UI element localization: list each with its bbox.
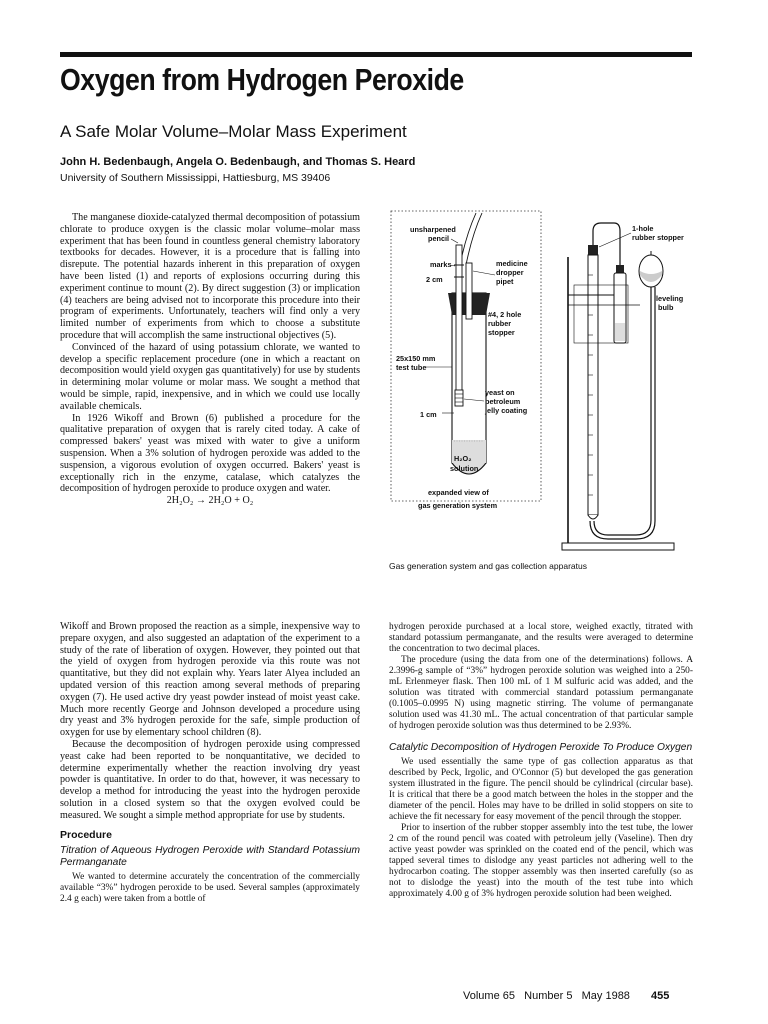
label-solution: solution	[450, 464, 479, 473]
label-2cm: 2 cm	[426, 275, 443, 284]
paragraph-titration-start: We wanted to determine accurately the concentration of the commercially available “3%” hydrogen peroxide to be used. Several samples (approximately 2.4 g each) were taken from a bottle of	[60, 872, 360, 905]
label-pencil-1: unsharpened	[410, 225, 456, 234]
paragraph-alyea: Wikoff and Brown proposed the reaction as a simple, inexpensive way to prepare oxygen, and also suggested an adaptation of the experiment to a study of the rate of liberation of oxygen. However, they pointed out that the yield of oxygen from hydrogen peroxide via this route was not quantitative, but they did not explain why. Years later Alyea included an updated version of this reaction among several methods of preparing oxygen (7). He used active dry yeast powder instead of moist yeast cake. Much more recently George and Johnson developed a procedure using dry yeast and 3% hydrogen peroxide for the safe, simple production of oxygen for use by elementary school children (8).	[60, 621, 360, 739]
label-dropper-3: pipet	[496, 277, 514, 286]
paragraph-apparatus: We used essentially the same type of gas collection apparatus as that described by Peck, Irgolic, and O'Connor (5) but developed the gas generation system illustrated in the figure. The pencil should be cylindrical (circular base). It is critical that there be a good match between the holes in the stopper and the diameter of the pencil. Holes may have to be drilled in solid stoppers on site to achieve the fit necessary for easy movement of the pencil through the stopper.	[389, 757, 693, 822]
label-stopper-2: rubber	[488, 319, 512, 328]
paragraph-wikoff: In 1926 Wikoff and Brown (6) published a procedure for the qualitative preparation of oxygen that is rarely cited today. A cake of compressed bakers' yeast was mixed with water to give a uniform suspension. When a 3% solution of hydrogen peroxide was added to the suspension, a vigorous evolution of oxygen occurred. Bakers' yeast is exceptionally rich in the enzyme, catalase, which catalyzes the decomposition of hydrogen peroxide to produce oxygen and water.	[60, 412, 360, 495]
article-authors: John H. Bedenbaugh, Angela O. Bedenbaugh, and Thomas S. Heard	[60, 156, 416, 168]
subheading-titration: Titration of Aqueous Hydrogen Peroxide with Standard Potassium Permanganate	[60, 845, 360, 869]
label-1cm: 1 cm	[420, 410, 437, 419]
label-dropper-2: dropper	[496, 268, 524, 277]
article-affiliation: University of Southern Mississippi, Hattiesburg, MS 39406	[60, 172, 331, 184]
ring-stand-base	[562, 543, 674, 550]
paragraph-stopper-insertion: Prior to insertion of the rubber stopper assembly into the test tube, the lower 2 cm of the round pencil was coated with petroleum jelly (Vaseline). Then dry active yeast powder was sprinkled on the coated end of the pencil, which was tapped several times to dislodge any yeast particles not adhering well to the hydrocarbon coating. The stopper assembly was then inserted carefully (so as not to dislodge the yeast) into the mouth of the test tube into which approximately 4.00 g of 3% hydrogen peroxide solution had been weighed.	[389, 823, 693, 899]
page-number: 455	[651, 990, 670, 1002]
label-onehole-2: rubber stopper	[632, 233, 684, 242]
label-tube-2: test tube	[396, 363, 427, 372]
label-stopper-3: stopper	[488, 328, 515, 337]
leveling-bulb	[639, 255, 663, 287]
header-rule	[60, 52, 692, 57]
paragraph-titration-procedure: The procedure (using the data from one of the determinations) follows. A 2.3996-g sample of “3%” hydrogen peroxide solution was weighed into a 250-mL Erlenmeyer flask. Then 100 mL of 1 M sulfuric acid was added, and the solution was titrated with commercial standard potassium permanganate (0.1005–0.0995 N) using magnetic stirring. The volume of permanganate solution used was 41.30 mL. The actual concentration of that particular sample of hydrogen peroxide solution was thus determined to be 2.93%.	[389, 655, 693, 731]
label-expanded-1: expanded view of	[428, 488, 489, 497]
label-yeast-3: jelly coating	[485, 406, 528, 415]
gas-buret	[588, 255, 598, 515]
label-onehole-1: 1-hole	[632, 224, 654, 233]
column-right	[389, 622, 693, 900]
label-stopper-1: #4, 2 hole	[488, 310, 522, 319]
label-tube-1: 25x150 mm	[396, 354, 436, 363]
page-footer	[463, 990, 669, 1002]
article-title: Oxygen from Hydrogen Peroxide	[60, 62, 464, 97]
label-leveling-1: leveling	[656, 294, 684, 303]
pencil	[456, 245, 462, 405]
paragraph-replacement: Convinced of the hazard of using potassium chlorate, we wanted to develop a specific replacement procedure (one in which a reactant on decomposition would yield oxygen gas quantitatively) for use by students in determining molar volume or molar mass. We sought a method that would be simple, rapid, inexpensive, and in which we could use locally available chemicals.	[60, 341, 360, 412]
column-left-top	[60, 212, 360, 507]
label-leveling-2: bulb	[658, 303, 674, 312]
reaction-equation: 2H₂O₂ → 2H₂O + O₂	[166, 495, 254, 507]
label-pencil-2: pencil	[428, 234, 450, 243]
label-h2o2: H₂O₂	[454, 454, 472, 463]
apparatus-figure	[388, 205, 698, 557]
label-dropper-1: medicine	[496, 259, 528, 268]
journal-issue: Volume 65 Number 5 May 1988	[463, 990, 630, 1002]
one-hole-stopper	[588, 245, 598, 255]
article-subtitle: A Safe Molar Volume–Molar Mass Experiment	[60, 122, 407, 141]
paragraph-intro: The manganese dioxide-catalyzed thermal decomposition of potassium chlorate to produce oxygen is the classic molar volume–molar mass experiment that has been found in countless general chemistry laboratory textbooks for decades. However, it is a procedure that is falling into disrepute. The potential hazards inherent in this preparation of oxygen have been listed (1) and reports of explosions occurring during this experiment continue to mount (2). By direct suggestion (3) or implication (4) teachers are being advised not to incorporate this procedure into their program of experiments. Unfortunately, teachers will find only a very limited number of experiments from which to choose a substitute procedure that will accomplish the same instructional objectives (5).	[60, 212, 360, 341]
subheading-catalytic: Catalytic Decomposition of Hydrogen Peroxide To Produce Oxygen	[389, 742, 693, 753]
label-yeast-2: petroleum	[485, 397, 521, 406]
label-marks: marks	[430, 260, 452, 269]
label-expanded-2: gas generation system	[418, 501, 498, 510]
section-heading-procedure: Procedure	[60, 828, 112, 841]
paragraph-quantitative: Because the decomposition of hydrogen peroxide using compressed yeast cake had been reported to be nonquantitative, we decided to determine experimentally whether the reaction involving dry yeast powder is quantitative. In order to do that, however, it was necessary to develop a method for introducing the yeast into the hydrogen peroxide solution in a closed system so that the oxygen evolved could be measured. We sought a simple method appropriate for use by students.	[60, 738, 360, 821]
figure-caption: Gas generation system and gas collection apparatus	[389, 561, 587, 571]
paragraph-titration-cont: hydrogen peroxide purchased at a local store, weighed exactly, titrated with standard potassium permanganate, and the results were averaged to determine the concentration to two decimal places.	[389, 622, 693, 654]
apparatus-diagram	[388, 205, 698, 557]
dropper-pipet	[466, 263, 472, 319]
column-left-bottom	[60, 621, 360, 905]
label-yeast-1: yeast on	[485, 388, 515, 397]
